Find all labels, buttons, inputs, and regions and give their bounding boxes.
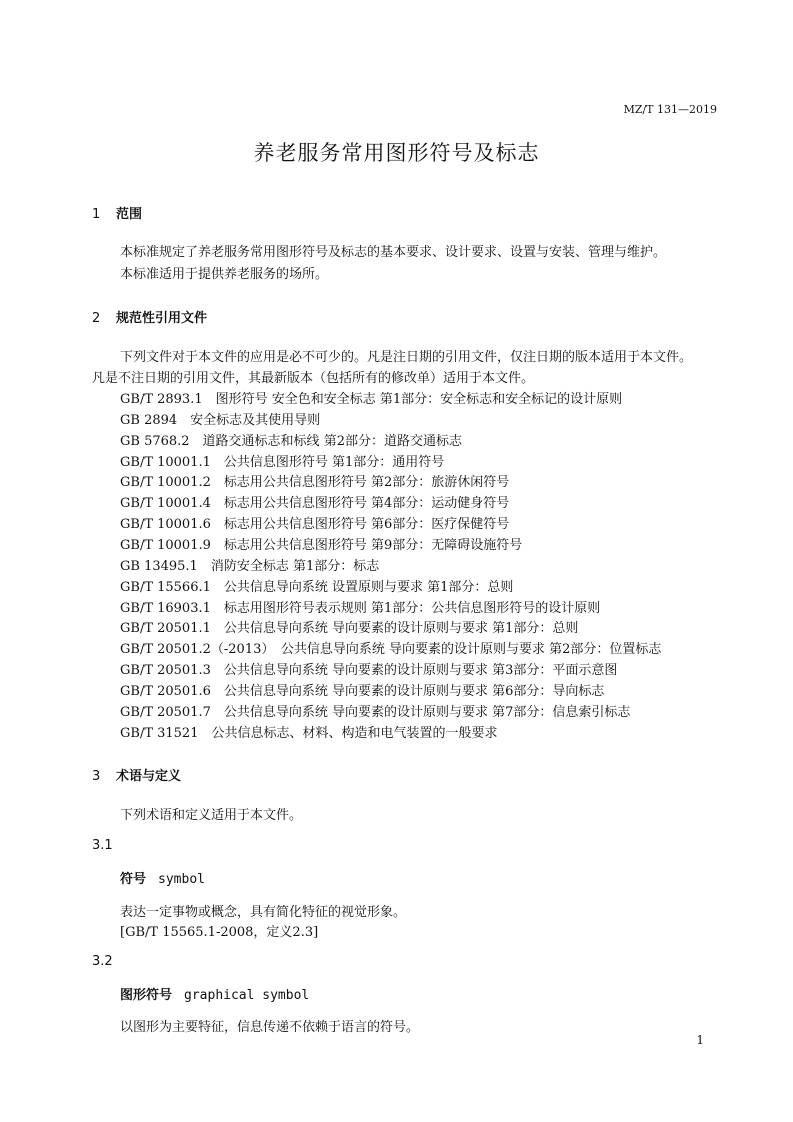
section-title: 规范性引用文件 xyxy=(116,311,208,326)
term-entry xyxy=(120,868,205,887)
document-number: MZ/T 131—2019 xyxy=(623,103,717,116)
reference-item: GB/T 2893.1 图形符号 安全色和安全标志 第1部分：安全标志和安全标记的设计原则 xyxy=(120,392,623,407)
term-definition: 表达一定事物或概念，具有简化特征的视觉形象。 xyxy=(120,905,407,920)
reference-item: GB/T 10001.6 标志用公共信息图形符号 第6部分：医疗保健符号 xyxy=(120,517,510,532)
term-english: graphical symbol xyxy=(184,988,310,1003)
reference-item: GB/T 10001.2 标志用公共信息图形符号 第2部分：旅游休闲符号 xyxy=(120,475,510,490)
page-number: 1 xyxy=(696,1033,704,1047)
section-number: 3 xyxy=(92,769,101,784)
term-number: 3.1 xyxy=(92,838,113,853)
reference-item: GB/T 10001.4 标志用公共信息图形符号 第4部分：运动健身符号 xyxy=(120,496,510,511)
term-definition: 以图形为主要特征，信息传递不依赖于语言的符号。 xyxy=(120,1020,420,1035)
section-title: 术语与定义 xyxy=(116,769,182,784)
reference-item: GB/T 31521 公共信息标志、材料、构造和电气装置的一般要求 xyxy=(120,726,498,741)
terms-intro-paragraph: 下列术语和定义适用于本文件。 xyxy=(120,808,303,823)
reference-item: GB/T 20501.3 公共信息导向系统 导向要素的设计原则与要求 第3部分：平面示意图 xyxy=(120,663,618,678)
section-heading-normative-references xyxy=(92,307,207,326)
term-entry xyxy=(120,984,309,1003)
reference-item: GB 2894 安全标志及其使用导则 xyxy=(120,413,321,428)
section-number: 1 xyxy=(92,207,101,222)
normative-intro-paragraph: 下列文件对于本文件的应用是必不可少的。凡是注日期的引用文件，仅注日期的版本适用于本文件。 xyxy=(120,350,693,365)
reference-item: GB/T 15566.1 公共信息导向系统 设置原则与要求 第1部分：总则 xyxy=(120,580,514,595)
reference-item: GB/T 10001.1 公共信息图形符号 第1部分：通用符号 xyxy=(120,455,445,470)
normative-intro-paragraph: 凡是不注日期的引用文件，其最新版本（包括所有的修改单）适用于本文件。 xyxy=(92,371,535,386)
reference-item: GB/T 10001.9 标志用公共信息图形符号 第9部分：无障碍设施符号 xyxy=(120,538,523,553)
section-title: 范围 xyxy=(116,207,143,222)
reference-item: GB/T 16903.1 标志用图形符号表示规则 第1部分：公共信息图形符号的设计原则 xyxy=(120,601,601,616)
section-heading-scope xyxy=(92,203,142,222)
reference-item: GB 5768.2 道路交通标志和标线 第2部分：道路交通标志 xyxy=(120,434,462,449)
reference-item: GB/T 20501.7 公共信息导向系统 导向要素的设计原则与要求 第7部分：信息索引标志 xyxy=(120,705,631,720)
term-source: [GB/T 15565.1-2008，定义2.3] xyxy=(120,925,319,940)
reference-item: GB 13495.1 消防安全标志 第1部分：标志 xyxy=(120,559,380,574)
reference-item: GB/T 20501.6 公共信息导向系统 导向要素的设计原则与要求 第6部分：导向标志 xyxy=(120,684,605,699)
term-chinese: 符号 xyxy=(120,872,147,887)
reference-item: GB/T 20501.1 公共信息导向系统 导向要素的设计原则与要求 第1部分：总则 xyxy=(120,621,579,636)
section-heading-terms xyxy=(92,765,181,784)
scope-paragraph: 本标准适用于提供养老服务的场所。 xyxy=(120,267,329,282)
page-title: 养老服务常用图形符号及标志 xyxy=(253,141,540,165)
section-number: 2 xyxy=(92,311,101,326)
term-number: 3.2 xyxy=(92,954,113,969)
term-chinese: 图形符号 xyxy=(120,988,173,1003)
reference-item: GB/T 20501.2（-2013） 公共信息导向系统 导向要素的设计原则与要求 第2部分：位置标志 xyxy=(120,642,662,657)
term-english: symbol xyxy=(158,872,205,887)
scope-paragraph: 本标准规定了养老服务常用图形符号及标志的基本要求、设计要求、设置与安装、管理与维护。 xyxy=(120,245,667,260)
